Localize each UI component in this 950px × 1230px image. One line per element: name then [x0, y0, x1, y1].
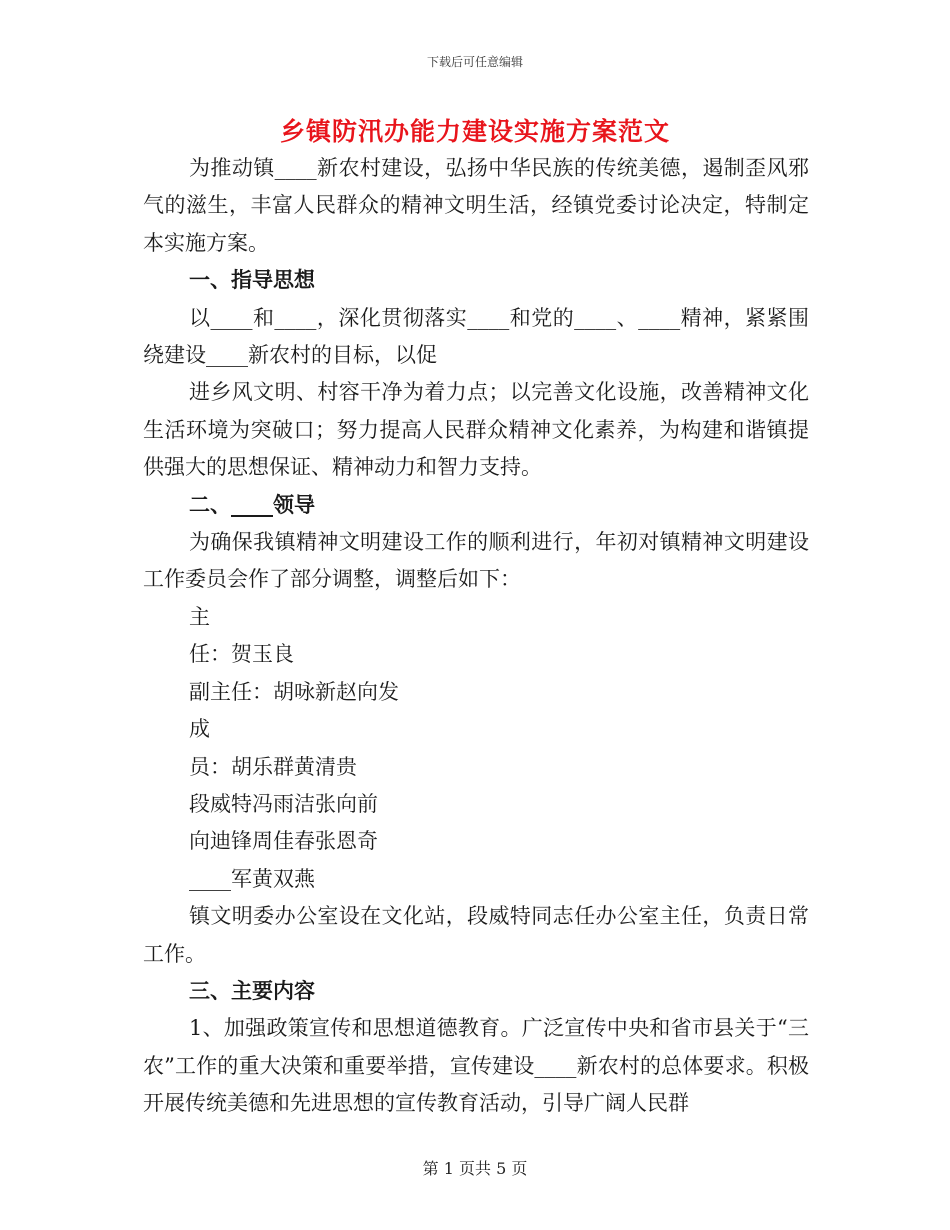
body-paragraph: 副主任：胡咏新赵向发 — [189, 679, 399, 704]
body-paragraph: 1、加强政策宣传和思想道德教育。广泛宣传中央和省市县关于“三农”工作的重大决策和重要举措，宣传建设____新农村的总体要求。积极开展传统美德和先进思想的宣传教育活动，引导广阔人民群 — [143, 1016, 809, 1116]
page-header-note: 下载后可任意编辑 — [426, 55, 523, 69]
body-paragraph: 为确保我镇精神文明建设工作的顺利进行，年初对镇精神文明建设工作委员会作了部分调整，调整后如下： — [143, 530, 809, 592]
page-number: 第 1 页共 5 页 — [422, 1159, 528, 1178]
body-paragraph: 成 — [189, 717, 210, 742]
section-heading: 二、____领导 — [189, 492, 315, 517]
body-paragraph: 任：贺玉良 — [189, 642, 294, 667]
body-paragraph: 段威特冯雨洁张向前 — [189, 791, 378, 816]
body-paragraph: 主 — [189, 604, 210, 629]
body-paragraph: ____军黄双燕 — [189, 866, 315, 891]
body-paragraph: 镇文明委办公室设在文化站，段威特同志任办公室主任，负责日常工作。 — [143, 904, 809, 966]
body-paragraph: 为推动镇____新农村建设，弘扬中华民族的传统美德，遏制歪风邪气的滋生，丰富人民群众的精神文明生活，经镇党委讨论决定，特制定本实施方案。 — [143, 156, 809, 255]
section-heading: 一、指导思想 — [189, 268, 315, 293]
section-heading: 三、主要内容 — [189, 978, 315, 1003]
body-paragraph: 向迪锋周佳春张恩奇 — [189, 829, 378, 854]
document-body — [143, 150, 809, 1123]
body-paragraph: 员：胡乐群黄清贵 — [189, 754, 357, 779]
document-title: 乡镇防汛办能力建设实施方案范文 — [279, 117, 670, 146]
body-paragraph: 进乡风文明、村容干净为着力点；以完善文化设施，改善精神文化生活环境为突破口；努力提高人民群众精神文化素养，为构建和谐镇提供强大的思想保证、精神动力和智力支持。 — [143, 380, 809, 480]
body-paragraph: 以____和____，深化贯彻落实____和党的____、____精神，紧紧围绕建设____新农村的目标，以促 — [143, 305, 809, 368]
